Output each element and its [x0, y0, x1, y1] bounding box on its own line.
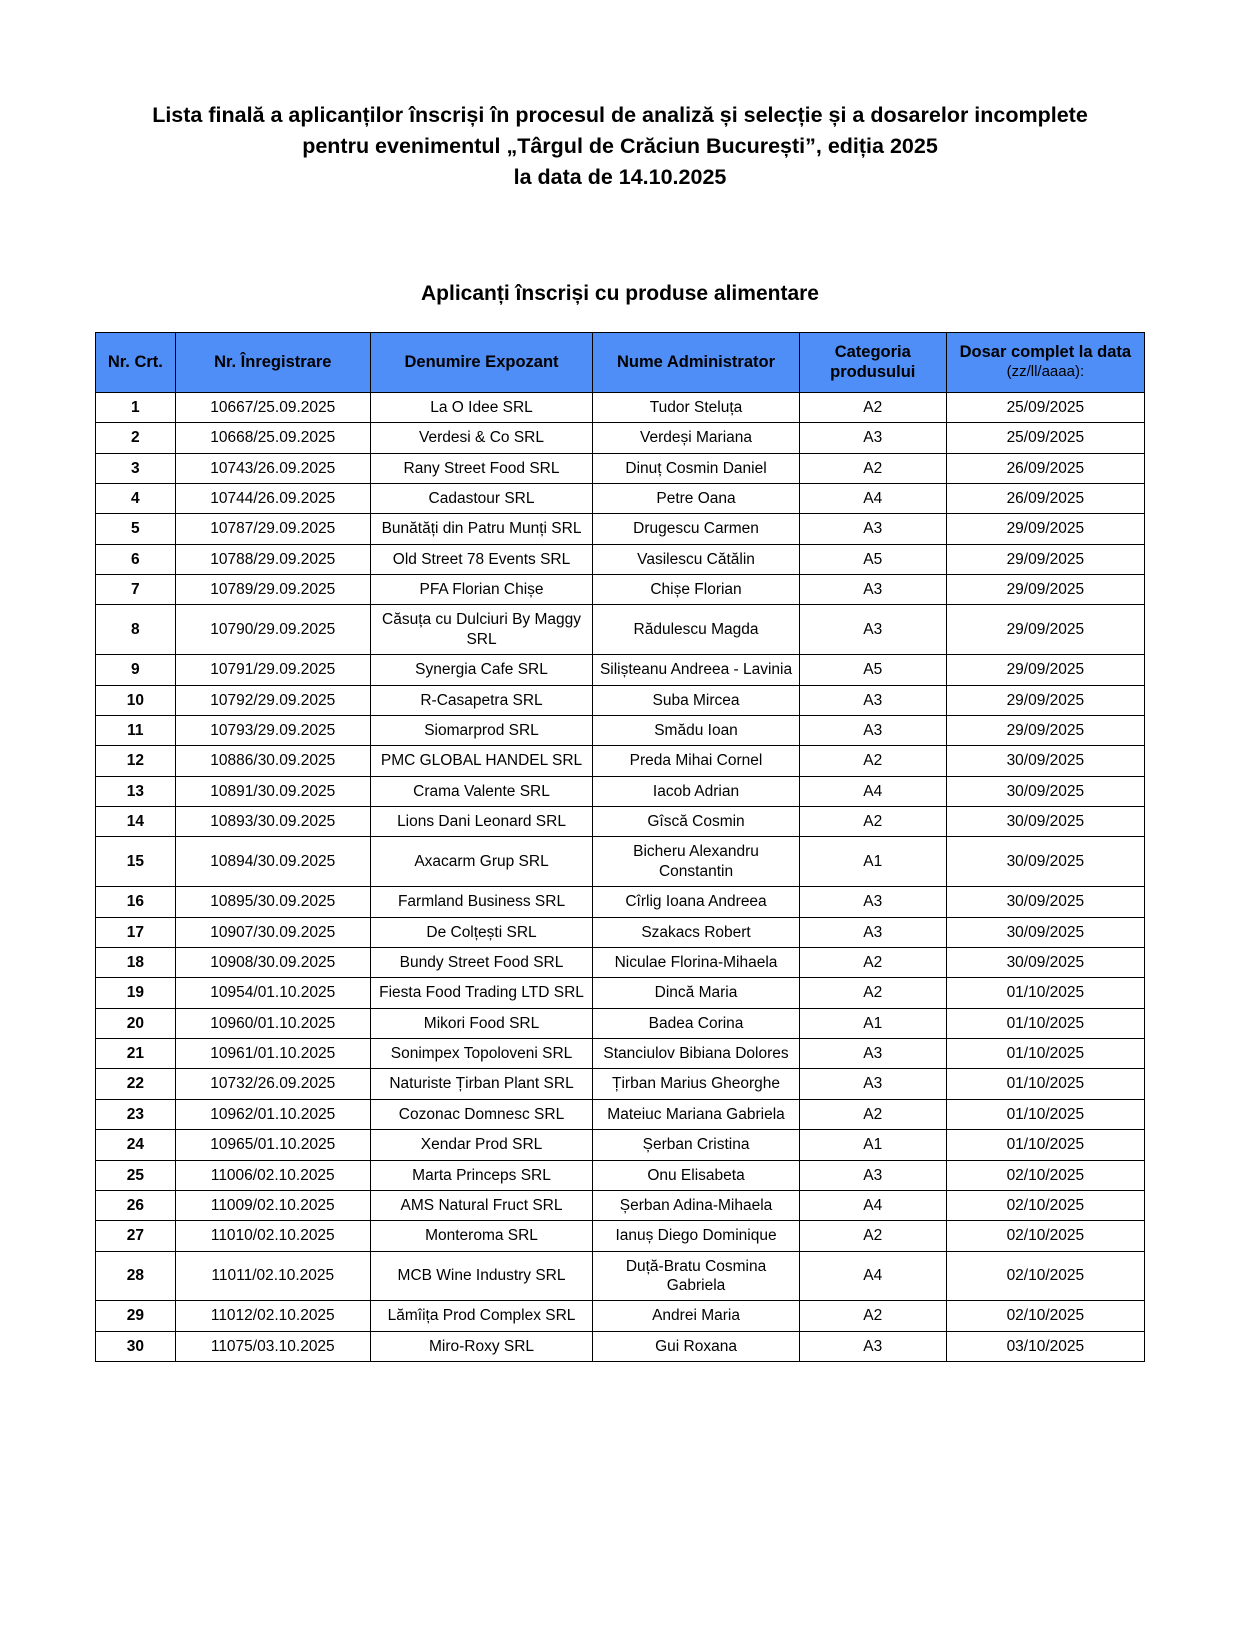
cell-denumire: Marta Princeps SRL: [370, 1160, 592, 1190]
table-row: [96, 1331, 1145, 1361]
cell-administrator: Țirban Marius Gheorghe: [593, 1069, 800, 1099]
cell-nr-crt: 1: [96, 392, 176, 422]
table-row: [96, 776, 1145, 806]
table-row: [96, 1190, 1145, 1220]
column-header-categoria-produsului: Categoria produsului: [799, 332, 946, 392]
cell-dosar-data: 29/09/2025: [946, 655, 1144, 685]
cell-nr-crt: 21: [96, 1039, 176, 1069]
cell-nr-inregistrare: 10891/30.09.2025: [175, 776, 370, 806]
cell-dosar-data: 30/09/2025: [946, 947, 1144, 977]
cell-administrator: Ianuș Diego Dominique: [593, 1221, 800, 1251]
cell-categoria: A5: [799, 655, 946, 685]
cell-denumire: Căsuța cu Dulciuri By Maggy SRL: [370, 605, 592, 655]
cell-nr-crt: 30: [96, 1331, 176, 1361]
cell-categoria: A2: [799, 1221, 946, 1251]
cell-denumire: MCB Wine Industry SRL: [370, 1251, 592, 1301]
cell-dosar-data: 29/09/2025: [946, 715, 1144, 745]
cell-dosar-data: 29/09/2025: [946, 514, 1144, 544]
cell-dosar-data: 30/09/2025: [946, 837, 1144, 887]
table-row: [96, 807, 1145, 837]
cell-administrator: Rădulescu Magda: [593, 605, 800, 655]
table-row: [96, 514, 1145, 544]
cell-nr-inregistrare: 10744/26.09.2025: [175, 483, 370, 513]
cell-categoria: A1: [799, 1130, 946, 1160]
cell-administrator: Vasilescu Cătălin: [593, 544, 800, 574]
cell-denumire: Siomarprod SRL: [370, 715, 592, 745]
cell-nr-inregistrare: 10788/29.09.2025: [175, 544, 370, 574]
cell-categoria: A5: [799, 544, 946, 574]
cell-categoria: A2: [799, 807, 946, 837]
cell-denumire: Xendar Prod SRL: [370, 1130, 592, 1160]
cell-dosar-data: 25/09/2025: [946, 392, 1144, 422]
cell-categoria: A3: [799, 887, 946, 917]
cell-categoria: A3: [799, 1069, 946, 1099]
cell-administrator: Stanciulov Bibiana Dolores: [593, 1039, 800, 1069]
cell-nr-crt: 24: [96, 1130, 176, 1160]
cell-categoria: A4: [799, 1251, 946, 1301]
table-row: [96, 947, 1145, 977]
cell-nr-inregistrare: 10732/26.09.2025: [175, 1069, 370, 1099]
cell-nr-crt: 4: [96, 483, 176, 513]
table-row: [96, 978, 1145, 1008]
cell-categoria: A3: [799, 423, 946, 453]
cell-dosar-data: 30/09/2025: [946, 887, 1144, 917]
table-row: [96, 837, 1145, 887]
cell-administrator: Dinuț Cosmin Daniel: [593, 453, 800, 483]
cell-dosar-data: 01/10/2025: [946, 1039, 1144, 1069]
table-row: [96, 392, 1145, 422]
cell-nr-crt: 23: [96, 1099, 176, 1129]
cell-administrator: Drugescu Carmen: [593, 514, 800, 544]
table-row: [96, 1008, 1145, 1038]
table-row: [96, 544, 1145, 574]
cell-nr-inregistrare: 11075/03.10.2025: [175, 1331, 370, 1361]
cell-categoria: A3: [799, 1331, 946, 1361]
cell-nr-inregistrare: 10793/29.09.2025: [175, 715, 370, 745]
cell-denumire: Crama Valente SRL: [370, 776, 592, 806]
cell-nr-inregistrare: 11011/02.10.2025: [175, 1251, 370, 1301]
table-row: [96, 917, 1145, 947]
cell-denumire: Synergia Cafe SRL: [370, 655, 592, 685]
cell-administrator: Smădu Ioan: [593, 715, 800, 745]
table-row: [96, 453, 1145, 483]
cell-categoria: A2: [799, 746, 946, 776]
cell-categoria: A3: [799, 605, 946, 655]
cell-categoria: A2: [799, 978, 946, 1008]
cell-administrator: Badea Corina: [593, 1008, 800, 1038]
cell-administrator: Șerban Cristina: [593, 1130, 800, 1160]
cell-administrator: Andrei Maria: [593, 1301, 800, 1331]
cell-dosar-data: 30/09/2025: [946, 776, 1144, 806]
table-row: [96, 575, 1145, 605]
column-header-dosar-complet: [946, 332, 1144, 392]
cell-denumire: La O Idee SRL: [370, 392, 592, 422]
cell-nr-crt: 15: [96, 837, 176, 887]
cell-denumire: PFA Florian Chișe: [370, 575, 592, 605]
cell-nr-crt: 5: [96, 514, 176, 544]
cell-nr-inregistrare: 10961/01.10.2025: [175, 1039, 370, 1069]
cell-nr-crt: 14: [96, 807, 176, 837]
cell-administrator: Duță-Bratu Cosmina Gabriela: [593, 1251, 800, 1301]
page-title: [95, 100, 1145, 194]
table-row: [96, 1160, 1145, 1190]
cell-administrator: Preda Mihai Cornel: [593, 746, 800, 776]
cell-administrator: Petre Oana: [593, 483, 800, 513]
table-row: [96, 483, 1145, 513]
cell-categoria: A3: [799, 1160, 946, 1190]
cell-dosar-data: 26/09/2025: [946, 453, 1144, 483]
cell-categoria: A3: [799, 575, 946, 605]
cell-dosar-data: 29/09/2025: [946, 605, 1144, 655]
cell-administrator: Gîscă Cosmin: [593, 807, 800, 837]
column-header-denumire-expozant: Denumire Expozant: [370, 332, 592, 392]
cell-nr-crt: 9: [96, 655, 176, 685]
cell-nr-crt: 3: [96, 453, 176, 483]
cell-administrator: Iacob Adrian: [593, 776, 800, 806]
cell-dosar-data: 03/10/2025: [946, 1331, 1144, 1361]
cell-denumire: Cadastour SRL: [370, 483, 592, 513]
cell-nr-inregistrare: 10954/01.10.2025: [175, 978, 370, 1008]
table-row: [96, 1251, 1145, 1301]
cell-denumire: Naturiste Țirban Plant SRL: [370, 1069, 592, 1099]
cell-administrator: Szakacs Robert: [593, 917, 800, 947]
cell-denumire: Verdesi & Co SRL: [370, 423, 592, 453]
cell-categoria: A1: [799, 837, 946, 887]
cell-nr-crt: 10: [96, 685, 176, 715]
cell-dosar-data: 02/10/2025: [946, 1221, 1144, 1251]
table-row: [96, 605, 1145, 655]
page-title-line-2: pentru evenimentul „Târgul de Crăciun București”, ediția 2025: [302, 134, 938, 159]
cell-administrator: Bicheru Alexandru Constantin: [593, 837, 800, 887]
cell-nr-inregistrare: 10789/29.09.2025: [175, 575, 370, 605]
cell-nr-inregistrare: 11009/02.10.2025: [175, 1190, 370, 1220]
cell-denumire: Miro-Roxy SRL: [370, 1331, 592, 1361]
column-header-nume-administrator: Nume Administrator: [593, 332, 800, 392]
table-row: [96, 1221, 1145, 1251]
cell-categoria: A2: [799, 1099, 946, 1129]
cell-nr-inregistrare: 10908/30.09.2025: [175, 947, 370, 977]
cell-administrator: Verdeși Mariana: [593, 423, 800, 453]
table-row: [96, 1039, 1145, 1069]
cell-nr-crt: 6: [96, 544, 176, 574]
cell-administrator: Mateiuc Mariana Gabriela: [593, 1099, 800, 1129]
cell-categoria: A3: [799, 715, 946, 745]
cell-nr-inregistrare: 11006/02.10.2025: [175, 1160, 370, 1190]
cell-dosar-data: 01/10/2025: [946, 978, 1144, 1008]
applicants-table: [95, 332, 1145, 1363]
cell-administrator: Tudor Steluța: [593, 392, 800, 422]
cell-administrator: Gui Roxana: [593, 1331, 800, 1361]
cell-nr-inregistrare: 10907/30.09.2025: [175, 917, 370, 947]
table-row: [96, 1099, 1145, 1129]
cell-administrator: Niculae Florina-Mihaela: [593, 947, 800, 977]
cell-denumire: PMC GLOBAL HANDEL SRL: [370, 746, 592, 776]
cell-administrator: Silișteanu Andreea - Lavinia: [593, 655, 800, 685]
table-row: [96, 1130, 1145, 1160]
table-header-row: [96, 332, 1145, 392]
cell-dosar-data: 30/09/2025: [946, 746, 1144, 776]
cell-nr-crt: 8: [96, 605, 176, 655]
cell-nr-crt: 16: [96, 887, 176, 917]
cell-categoria: A3: [799, 685, 946, 715]
cell-categoria: A2: [799, 453, 946, 483]
cell-dosar-data: 02/10/2025: [946, 1251, 1144, 1301]
cell-administrator: Șerban Adina-Mihaela: [593, 1190, 800, 1220]
table-header: [96, 332, 1145, 392]
cell-nr-inregistrare: 10895/30.09.2025: [175, 887, 370, 917]
cell-nr-crt: 12: [96, 746, 176, 776]
table-row: [96, 746, 1145, 776]
column-header-nr-inregistrare: Nr. Înregistrare: [175, 332, 370, 392]
cell-categoria: A2: [799, 947, 946, 977]
cell-dosar-data: 30/09/2025: [946, 917, 1144, 947]
cell-categoria: A4: [799, 483, 946, 513]
cell-nr-crt: 18: [96, 947, 176, 977]
cell-dosar-data: 29/09/2025: [946, 544, 1144, 574]
cell-denumire: Lions Dani Leonard SRL: [370, 807, 592, 837]
cell-denumire: Monteroma SRL: [370, 1221, 592, 1251]
cell-nr-inregistrare: 10886/30.09.2025: [175, 746, 370, 776]
cell-denumire: Cozonac Domnesc SRL: [370, 1099, 592, 1129]
cell-dosar-data: 01/10/2025: [946, 1130, 1144, 1160]
cell-denumire: AMS Natural Fruct SRL: [370, 1190, 592, 1220]
cell-nr-crt: 22: [96, 1069, 176, 1099]
cell-administrator: Onu Elisabeta: [593, 1160, 800, 1190]
table-body: [96, 392, 1145, 1361]
column-header-nr-crt: Nr. Crt.: [96, 332, 176, 392]
cell-nr-inregistrare: 10668/25.09.2025: [175, 423, 370, 453]
column-header-dosar-format: (zz/ll/aaaa):: [1006, 363, 1085, 381]
cell-categoria: A2: [799, 392, 946, 422]
cell-dosar-data: 01/10/2025: [946, 1099, 1144, 1129]
cell-nr-inregistrare: 11012/02.10.2025: [175, 1301, 370, 1331]
cell-categoria: A3: [799, 514, 946, 544]
table-row: [96, 1069, 1145, 1099]
table-row: [96, 685, 1145, 715]
cell-nr-inregistrare: 10962/01.10.2025: [175, 1099, 370, 1129]
cell-denumire: Axacarm Grup SRL: [370, 837, 592, 887]
cell-dosar-data: 29/09/2025: [946, 575, 1144, 605]
cell-denumire: De Colțești SRL: [370, 917, 592, 947]
cell-nr-inregistrare: 10791/29.09.2025: [175, 655, 370, 685]
cell-nr-inregistrare: 10787/29.09.2025: [175, 514, 370, 544]
cell-dosar-data: 01/10/2025: [946, 1069, 1144, 1099]
cell-categoria: A1: [799, 1008, 946, 1038]
page-title-line-3: la data de 14.10.2025: [513, 165, 727, 190]
cell-categoria: A2: [799, 1301, 946, 1331]
cell-nr-inregistrare: 10667/25.09.2025: [175, 392, 370, 422]
cell-nr-inregistrare: 10965/01.10.2025: [175, 1130, 370, 1160]
cell-nr-inregistrare: 10893/30.09.2025: [175, 807, 370, 837]
cell-dosar-data: 02/10/2025: [946, 1160, 1144, 1190]
cell-nr-crt: 11: [96, 715, 176, 745]
cell-nr-crt: 26: [96, 1190, 176, 1220]
cell-nr-inregistrare: 10792/29.09.2025: [175, 685, 370, 715]
table-row: [96, 1301, 1145, 1331]
cell-dosar-data: 02/10/2025: [946, 1301, 1144, 1331]
cell-administrator: Chișe Florian: [593, 575, 800, 605]
table-row: [96, 715, 1145, 745]
cell-administrator: Cîrlig Ioana Andreea: [593, 887, 800, 917]
section-title: Aplicanți înscriși cu produse alimentare: [421, 281, 819, 305]
cell-dosar-data: 01/10/2025: [946, 1008, 1144, 1038]
cell-denumire: Farmland Business SRL: [370, 887, 592, 917]
cell-nr-crt: 13: [96, 776, 176, 806]
cell-denumire: Bundy Street Food SRL: [370, 947, 592, 977]
cell-dosar-data: 02/10/2025: [946, 1190, 1144, 1220]
cell-categoria: A3: [799, 917, 946, 947]
cell-nr-crt: 25: [96, 1160, 176, 1190]
cell-denumire: Bunătăți din Patru Munți SRL: [370, 514, 592, 544]
cell-nr-inregistrare: 10790/29.09.2025: [175, 605, 370, 655]
cell-denumire: Rany Street Food SRL: [370, 453, 592, 483]
page-title-line-1: Lista finală a aplicanților înscriși în procesul de analiză și selecție și a dosarelor incomplete: [152, 103, 1088, 127]
table-row: [96, 423, 1145, 453]
cell-denumire: Old Street 78 Events SRL: [370, 544, 592, 574]
cell-nr-crt: 29: [96, 1301, 176, 1331]
cell-dosar-data: 26/09/2025: [946, 483, 1144, 513]
table-row: [96, 655, 1145, 685]
cell-dosar-data: 29/09/2025: [946, 685, 1144, 715]
cell-denumire: Lămîița Prod Complex SRL: [370, 1301, 592, 1331]
cell-administrator: Suba Mircea: [593, 685, 800, 715]
cell-nr-crt: 17: [96, 917, 176, 947]
column-header-dosar-main: Dosar complet la data: [959, 343, 1132, 362]
cell-nr-crt: 20: [96, 1008, 176, 1038]
cell-denumire: Fiesta Food Trading LTD SRL: [370, 978, 592, 1008]
cell-denumire: Sonimpex Topoloveni SRL: [370, 1039, 592, 1069]
table-row: [96, 887, 1145, 917]
cell-nr-crt: 27: [96, 1221, 176, 1251]
cell-nr-inregistrare: 10894/30.09.2025: [175, 837, 370, 887]
cell-denumire: Mikori Food SRL: [370, 1008, 592, 1038]
cell-categoria: A4: [799, 776, 946, 806]
cell-nr-inregistrare: 11010/02.10.2025: [175, 1221, 370, 1251]
cell-nr-inregistrare: 10743/26.09.2025: [175, 453, 370, 483]
cell-nr-crt: 7: [96, 575, 176, 605]
cell-categoria: A4: [799, 1190, 946, 1220]
cell-dosar-data: 30/09/2025: [946, 807, 1144, 837]
cell-nr-inregistrare: 10960/01.10.2025: [175, 1008, 370, 1038]
cell-nr-crt: 28: [96, 1251, 176, 1301]
cell-dosar-data: 25/09/2025: [946, 423, 1144, 453]
cell-categoria: A3: [799, 1039, 946, 1069]
cell-nr-crt: 19: [96, 978, 176, 1008]
cell-administrator: Dincă Maria: [593, 978, 800, 1008]
cell-denumire: R-Casapetra SRL: [370, 685, 592, 715]
cell-nr-crt: 2: [96, 423, 176, 453]
